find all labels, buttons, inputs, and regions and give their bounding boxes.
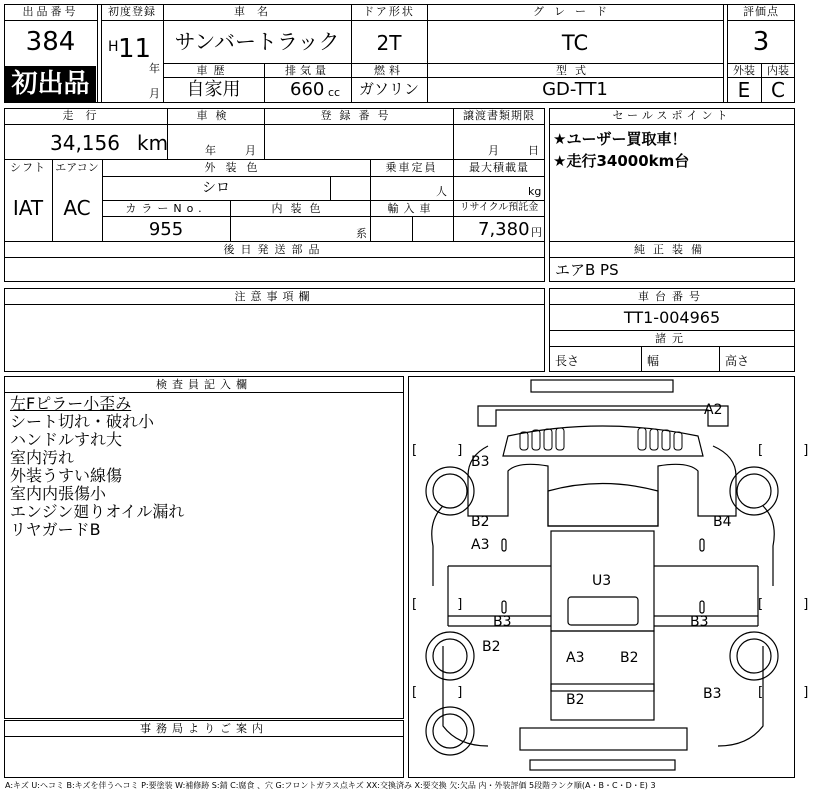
bracket-right-front: [ ]: [758, 443, 826, 458]
recycle-deposit: 7,380: [478, 219, 530, 240]
interior-color-label: 内装色: [271, 202, 329, 215]
score: 3: [752, 27, 770, 57]
sales-point-1: ★ユーザー買取車！: [553, 130, 687, 148]
registration-year: 11: [118, 34, 152, 64]
inspector-line-8: リヤガードB: [10, 520, 101, 539]
damage-legend: A:キズ U:ヘコミ B:キズを伴うヘコミ P:要塗装 W:補修跡 S:錆 C:腐食 、穴 G:フロントガラス点キズ XX:交換済み X:要交換 欠:欠品 内・外装評価 5段階ランク順(A・B・C・D・E) 3: [5, 781, 656, 790]
lot-number-label: 出品番号: [22, 5, 79, 18]
sales-point-label: セールスポイント: [612, 109, 732, 122]
damage-mark: B2: [482, 639, 501, 655]
later-parts-label: 後日発送部品: [223, 243, 326, 256]
exterior-grade: E: [737, 78, 751, 102]
displacement-label: 排気量: [285, 64, 330, 77]
damage-mark: B2: [620, 650, 639, 666]
max-load-unit: kg: [528, 185, 542, 198]
damage-mark: B3: [703, 686, 722, 702]
fuel-label: 燃料: [374, 64, 404, 77]
import-label: 輸入車: [387, 202, 436, 215]
displacement: 660: [290, 79, 325, 100]
interior-grade: C: [771, 78, 785, 102]
inspector-line-2: シート切れ・破れ小: [10, 412, 155, 431]
displacement-unit: cc: [328, 86, 341, 99]
inspection-year-unit: 年: [205, 144, 216, 157]
inspector-line-6: 室内内張傷小: [10, 484, 107, 503]
score-label: 評価点: [743, 5, 779, 18]
recycle-unit: 円: [531, 226, 542, 239]
exterior-color: シロ: [202, 180, 230, 196]
car-name: サンバートラック: [174, 30, 340, 54]
color-number-label: カラーNo.: [125, 202, 207, 215]
grade-label: グレード: [533, 5, 617, 18]
grade: TC: [561, 31, 589, 55]
width-label: 幅: [647, 354, 660, 368]
damage-mark: A3: [471, 537, 490, 553]
recycle-label: リサイクル預託金: [459, 202, 539, 213]
damage-mark: A3: [566, 650, 585, 666]
equipment: エアB PS: [555, 261, 619, 279]
exterior-label: 外装: [733, 64, 755, 77]
year-unit: 年: [149, 62, 160, 75]
sales-point-2: ★走行34000km台: [553, 152, 690, 170]
door-type: 2T: [376, 31, 402, 55]
notes-label: 注意事項欄: [234, 290, 315, 303]
bracket-left-front: [ ]: [412, 443, 481, 458]
ac-label: エアコン: [55, 161, 99, 174]
damage-mark: B2: [471, 514, 490, 530]
inspection-label: 車検: [196, 109, 235, 122]
transfer-deadline-label: 譲渡書類期限: [463, 109, 535, 122]
equipment-label: 純正装備: [634, 243, 710, 256]
mileage-label: 走行: [62, 109, 109, 122]
spec-label: 諸元: [655, 332, 689, 345]
damage-mark: U3: [592, 573, 612, 589]
door-label: ドア形状: [363, 5, 415, 18]
car-name-label: 車名: [234, 5, 280, 18]
first-listing-badge: 初出品: [5, 66, 96, 102]
damage-mark: B2: [566, 692, 585, 708]
damage-mark: B3: [471, 454, 490, 470]
office-notice-label: 事務局よりご案内: [140, 722, 268, 735]
exterior-color-label: 外装色: [204, 161, 268, 174]
interior-label: 内装: [767, 64, 789, 77]
capacity-unit: 人: [436, 185, 447, 198]
shift-label: シフト: [10, 161, 46, 174]
model-label: 型式: [556, 64, 594, 77]
transfer-month-unit: 月: [488, 144, 499, 157]
inspector-line-5: 外装うすい線傷: [10, 466, 123, 485]
bracket-right-bottom: [ ]: [758, 685, 826, 700]
inspector-line-7: エンジン廻りオイル漏れ: [10, 502, 185, 521]
ac: AC: [63, 196, 91, 220]
inspector-line-1: 左Fピラー小歪み: [10, 394, 132, 413]
max-load-label: 最大積載量: [469, 161, 529, 174]
fuel: ガソリン: [358, 80, 419, 98]
chassis-number-label: 車台番号: [638, 290, 706, 303]
mileage-unit: km: [137, 131, 169, 155]
color-number: 955: [148, 219, 184, 240]
inspector-line-4: 室内汚れ: [10, 448, 75, 467]
inspector-line-3: ハンドルすれ大: [10, 430, 123, 449]
capacity-label: 乗車定員: [385, 161, 438, 174]
first-registration-label: 初度登録: [108, 5, 156, 18]
damage-mark: B3: [493, 614, 512, 630]
lot-number: 384: [25, 27, 76, 57]
damage-mark: B4: [713, 514, 732, 530]
height-label: 高さ: [725, 354, 750, 368]
model-code: GD-TT1: [542, 79, 608, 100]
inspection-month-unit: 月: [245, 144, 256, 157]
transfer-day-unit: 日: [528, 144, 539, 157]
bracket-left-rear: [ ]: [412, 597, 481, 612]
chassis-number: TT1-004965: [623, 308, 721, 327]
month-unit: 月: [149, 87, 160, 100]
era: H: [108, 39, 119, 55]
shift: IAT: [12, 196, 44, 220]
interior-color-unit: 系: [356, 227, 367, 240]
registration-number-label: 登録番号: [320, 109, 397, 122]
history: 自家用: [186, 79, 241, 100]
bracket-left-bottom: [ ]: [412, 685, 481, 700]
bracket-right-rear: [ ]: [758, 597, 826, 612]
inspector-notes-label: 検査員記入欄: [156, 378, 252, 391]
damage-mark: A2: [704, 402, 723, 418]
mileage: 34,156: [50, 131, 120, 155]
damage-mark: B3: [690, 614, 709, 630]
length-label: 長さ: [555, 354, 580, 368]
history-label: 車歴: [196, 64, 231, 77]
